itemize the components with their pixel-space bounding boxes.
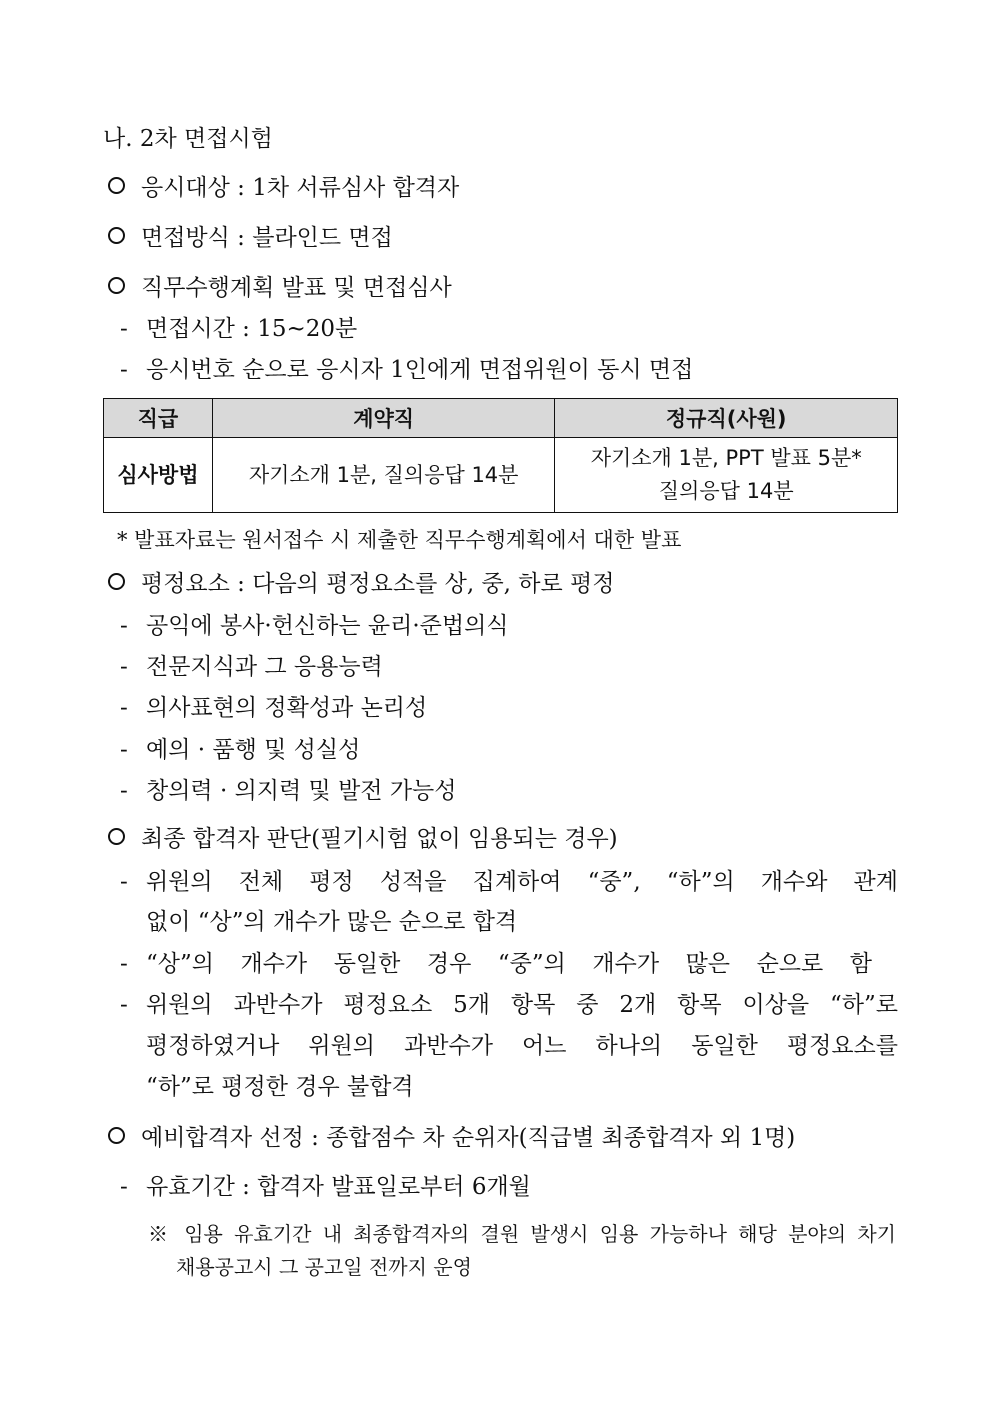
sub-item: - 응시번호 순으로 응시자 1인에게 면접위원이 동시 면접 (120, 357, 694, 383)
table-header-grade: 직급 (104, 399, 213, 438)
circle-bullet-icon (108, 277, 125, 294)
sub-item: - “상”의 개수가 동일한 경우 “중”의 개수가 많은 순으로 함 (120, 951, 872, 977)
table-row (104, 438, 898, 513)
reserve-note-line2: 채용공고시 그 공고일 전까지 운영 (176, 1255, 472, 1279)
reserve-note-line1: ※ 임용 유효기간 내 최종합격자의 결원 발생시 임용 가능하나 해당 분야의 차기 (148, 1222, 896, 1246)
sub-item: - 공익에 봉사·헌신하는 윤리·준법의식 (120, 613, 509, 639)
final-rule3-line3: “하”로 평정한 경우 불합격 (146, 1074, 414, 1100)
circle-bullet-icon (108, 227, 125, 244)
final-title: 최종 합격자 판단(필기시험 없이 임용되는 경우) (141, 826, 618, 852)
criteria-manners: 예의 · 품행 및 성실성 (146, 737, 361, 763)
sub-item: - 위원의 과반수가 평정요소 5개 항목 중 2개 항목 이상을 “하”로 (120, 992, 898, 1018)
evaluation-method-table (103, 398, 898, 513)
eligibility-item (108, 173, 992, 203)
criteria-knowledge: 전문지식과 그 응용능력 (146, 654, 383, 680)
section-heading: 나. 2차 면접시험 (103, 126, 273, 152)
regular-method-line1: 자기소개 1분, PPT 발표 5분* (590, 446, 862, 470)
contract-method-cell: 자기소개 1분, 질의응답 14분 (212, 438, 555, 513)
method-text: 면접방식 : 블라인드 면접 (141, 225, 393, 251)
sub-item: - 창의력 · 의지력 및 발전 가능성 (120, 778, 457, 804)
final-item (108, 824, 992, 854)
final-rule1-line1: 위원의 전체 평정 성적을 집계하여 “중”, “하”의 개수와 관계 (146, 869, 898, 895)
sub-item: - 위원의 전체 평정 성적을 집계하여 “중”, “하”의 개수와 관계 (120, 869, 898, 895)
criteria-title: 평정요소 : 다음의 평정요소를 상, 중, 하로 평정 (141, 571, 615, 597)
regular-method-line2: 질의응답 14분 (658, 479, 794, 503)
reserve-validity: 유효기간 : 합격자 발표일로부터 6개월 (146, 1174, 531, 1200)
eligibility-text: 응시대상 : 1차 서류심사 합격자 (141, 175, 460, 201)
circle-bullet-icon (108, 573, 125, 590)
final-rule3-line2: 평정하였거나 위원의 과반수가 어느 하나의 동일한 평정요소를 (146, 1033, 898, 1059)
table-header-regular: 정규직(사원) (555, 399, 898, 438)
criteria-ethics: 공익에 봉사·헌신하는 윤리·준법의식 (146, 613, 509, 639)
interview-time: 면접시간 : 15~20분 (146, 316, 358, 342)
circle-bullet-icon (108, 828, 125, 845)
final-rule2: “상”의 개수가 동일한 경우 “중”의 개수가 많은 순으로 함 (146, 951, 872, 977)
criteria-expression: 의사표현의 정확성과 논리성 (146, 695, 428, 721)
method-item (108, 223, 992, 253)
sub-item: - 예의 · 품행 및 성실성 (120, 737, 361, 763)
final-rule1-line2: 없이 “상”의 개수가 많은 순으로 합격 (146, 909, 518, 935)
criteria-creativity: 창의력 · 의지력 및 발전 가능성 (146, 778, 457, 804)
sub-item: - 의사표현의 정확성과 논리성 (120, 695, 428, 721)
table-footnote: * 발표자료는 원서접수 시 제출한 직무수행계획에서 대한 발표 (117, 528, 682, 552)
presentation-title: 직무수행계획 발표 및 면접심사 (141, 275, 452, 301)
regular-method-cell (555, 438, 898, 513)
interview-order: 응시번호 순으로 응시자 1인에게 면접위원이 동시 면접 (146, 357, 694, 383)
circle-bullet-icon (108, 1127, 125, 1144)
circle-bullet-icon (108, 177, 125, 194)
presentation-item (108, 273, 992, 303)
sub-item: - 면접시간 : 15~20분 (120, 316, 358, 342)
row-header-method: 심사방법 (104, 438, 213, 513)
reserve-item (108, 1123, 992, 1153)
table-header-contract: 계약직 (212, 399, 555, 438)
sub-item: - 유효기간 : 합격자 발표일로부터 6개월 (120, 1174, 531, 1200)
criteria-item (108, 569, 992, 599)
sub-item: - 전문지식과 그 응용능력 (120, 654, 383, 680)
reserve-title: 예비합격자 선정 : 종합점수 차 순위자(직급별 최종합격자 외 1명) (141, 1125, 796, 1151)
final-rule3-line1: 위원의 과반수가 평정요소 5개 항목 중 2개 항목 이상을 “하”로 (146, 992, 898, 1018)
